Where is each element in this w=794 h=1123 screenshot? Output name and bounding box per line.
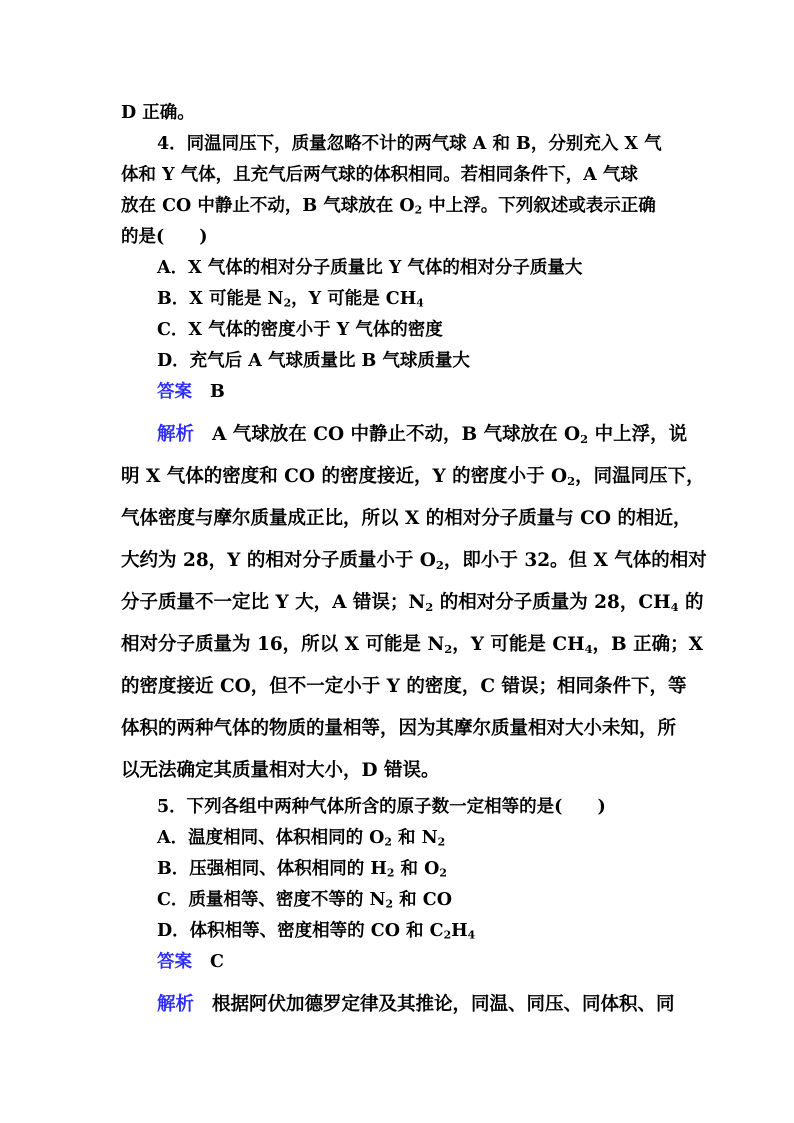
q4-option-c: C．X 气体的密度小于 Y 气体的密度 xyxy=(157,320,443,340)
q4-option-d: D．充气后 A 气球质量比 B 气球质量大 xyxy=(157,351,470,371)
answer-value: B xyxy=(210,382,225,402)
q5-option-c: C．质量相等、密度不等的 $N_2$ 和 CO xyxy=(157,890,452,911)
q4-analysis-line-2: 明 X 气体的密度和 CO 的密度接近，Y 的密度小于 $O_2$，同温同压下， xyxy=(121,466,705,488)
document-content xyxy=(121,98,707,1026)
answer-label: 答案 xyxy=(157,952,192,972)
q4-analysis-line-5: 分子质量不一定比 Y 大，A 错误；$N_2$ 的相对分子质量为 28，$CH_4$ 的 xyxy=(121,592,704,614)
q4-stem-line-4: 的是( ) xyxy=(121,227,208,247)
q4-analysis-line-3: 气体密度与摩尔质量成正比，所以 X 的相对分子质量与 CO 的相近， xyxy=(121,508,692,529)
q5-stem: 5．下列各组中两种气体所含的原子数一定相等的是( ) xyxy=(157,797,606,817)
answer-value: C xyxy=(210,952,224,972)
q4-answer xyxy=(121,377,677,408)
q5-analysis-line-1: 解析 根据阿伏加德罗定律及其推论，同温、同压、同体积、同 xyxy=(157,994,675,1015)
q4-stem-line-2: 体和 Y 气体，且充气后两气球的体积相同。若相同条件下，A 气球 xyxy=(121,165,638,185)
q4-option-b: B．X 可能是 $N_2$，Y 可能是 $CH_4$ xyxy=(157,289,424,310)
q4-analysis-line-1: 解析 A 气球放在 CO 中静止不动，B 气球放在 $O_2$ 中上浮，说 xyxy=(157,424,688,446)
q5-option-a: A．温度相同、体积相同的 $O_2$ 和 $N_2$ xyxy=(157,828,446,849)
q4-option-a: A．X 气体的相对分子质量比 Y 气体的相对分子质量大 xyxy=(157,258,583,278)
intro-line: D 正确。 xyxy=(121,103,195,123)
q4-analysis-line-4: 大约为 28，Y 的相对分子质量小于 $O_2$，即小于 32。但 X 气体的相对 xyxy=(121,550,707,572)
q4-stem-line-3: 放在 CO 中静止不动，B 气球放在 $O_2$ 中上浮。下列叙述或表示正确 xyxy=(121,196,656,217)
q4-analysis-line-6: 相对分子质量为 16，所以 X 可能是 $N_2$，Y 可能是 $CH_4$，B 正确；X xyxy=(121,634,703,656)
analysis-label: 解析 xyxy=(157,424,195,445)
q4-analysis-line-7: 的密度接近 CO，但不一定小于 Y 的密度，C 错误；相同条件下，等 xyxy=(121,676,687,697)
answer-label: 答案 xyxy=(157,382,192,402)
q4-analysis-line-9: 以无法确定其质量相对大小，D 错误。 xyxy=(121,760,440,781)
q4-analysis-line-8: 体积的两种气体的物质的量相等，因为其摩尔质量相对大小未知，所 xyxy=(121,718,677,739)
analysis-label: 解析 xyxy=(157,994,195,1015)
q5-option-d: D．体积相等、密度相等的 CO 和 $C_2H_4$ xyxy=(157,921,476,942)
q5-answer xyxy=(121,947,677,978)
q5-option-b: B．压强相同、体积相同的 $H_2$ 和 $O_2$ xyxy=(157,859,447,880)
q4-stem-line-1: 4．同温同压下，质量忽略不计的两气球 A 和 B，分别充入 X 气 xyxy=(157,134,662,154)
